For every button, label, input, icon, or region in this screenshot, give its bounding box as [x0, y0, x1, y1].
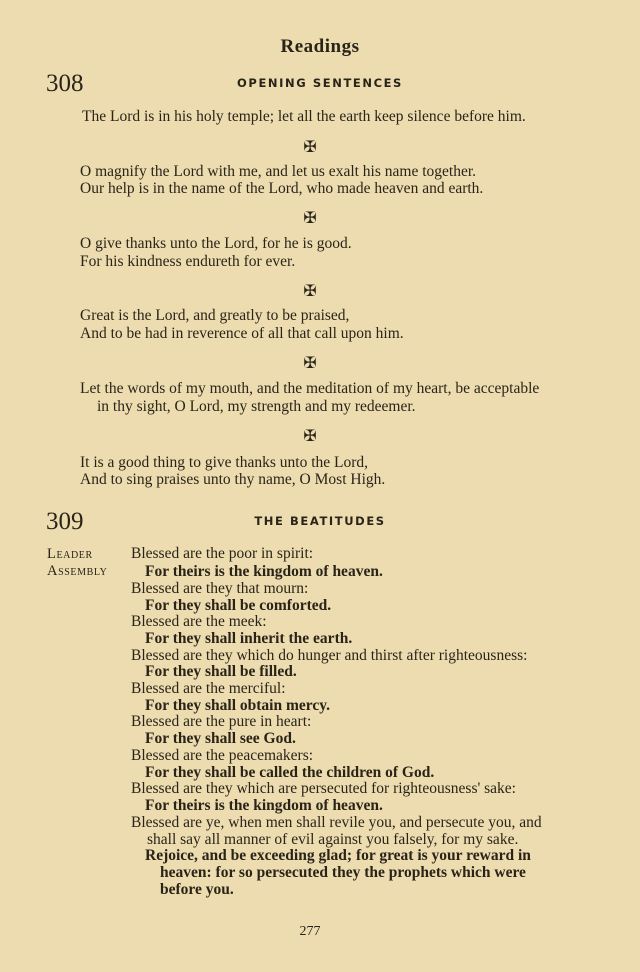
assembly-line: For they shall be filled.	[145, 663, 297, 680]
assembly-line: Rejoice, and be exceeding glad; for great is your reward in	[145, 847, 531, 864]
reading-line: It is a good thing to give thanks unto the Lord,	[80, 454, 369, 471]
reading-line: O magnify the Lord with me, and let us exalt his name together.	[80, 163, 477, 180]
assembly-line: heaven: for so persecuted they the prophets which were	[160, 864, 526, 881]
reading-title-308: OPENING SENTENCES	[237, 76, 403, 90]
reading-title-309: THE BEATITUDES	[254, 514, 386, 528]
leader-line: Blessed are they which do hunger and thirst after righteousness:	[131, 647, 528, 664]
cross-separator: ✠	[303, 137, 317, 156]
assembly-line: For theirs is the kingdom of heaven.	[145, 563, 383, 580]
leader-line: Blessed are the poor in spirit:	[131, 545, 314, 562]
assembly-line: For they shall inherit the earth.	[145, 630, 353, 647]
assembly-line: For theirs is the kingdom of heaven.	[145, 797, 383, 814]
role-assembly: Assembly	[47, 563, 108, 579]
reading-line: Our help is in the name of the Lord, who made heaven and earth.	[80, 180, 484, 197]
page-number: 277	[299, 924, 321, 939]
reading-line: For his kindness endureth for ever.	[80, 253, 296, 270]
leader-line: Blessed are the merciful:	[131, 680, 286, 697]
leader-line: Blessed are the peacemakers:	[131, 747, 314, 764]
assembly-line: For they shall be comforted.	[145, 597, 332, 614]
reading-line: Let the words of my mouth, and the meditation of my heart, be acceptable	[80, 380, 540, 397]
reading-line: in thy sight, O Lord, my strength and my redeemer.	[97, 398, 416, 415]
assembly-line: For they shall see God.	[145, 730, 296, 747]
running-head: Readings	[280, 36, 360, 57]
leader-line: shall say all manner of evil against you falsely, for my sake.	[147, 831, 519, 848]
assembly-line: For they shall be called the children of God.	[145, 764, 435, 781]
cross-separator: ✠	[303, 281, 317, 300]
reading-line: The Lord is in his holy temple; let all the earth keep silence before him.	[82, 108, 526, 125]
reading-line: And to sing praises unto thy name, O Most High.	[80, 471, 386, 488]
role-leader: Leader	[47, 546, 93, 562]
cross-separator: ✠	[303, 426, 317, 445]
reading-number-308: 308	[46, 70, 84, 97]
assembly-line: before you.	[160, 881, 234, 898]
leader-line: Blessed are they which are persecuted for righteousness' sake:	[131, 780, 516, 797]
leader-line: Blessed are the pure in heart:	[131, 713, 312, 730]
reading-number-309: 309	[46, 508, 84, 535]
leader-line: Blessed are the meek:	[131, 613, 267, 630]
cross-separator: ✠	[303, 353, 317, 372]
leader-line: Blessed are ye, when men shall revile you, and persecute you, and	[131, 814, 542, 831]
reading-line: And to be had in reverence of all that call upon him.	[80, 325, 404, 342]
reading-line: O give thanks unto the Lord, for he is good.	[80, 235, 352, 252]
reading-line: Great is the Lord, and greatly to be praised,	[80, 307, 350, 324]
cross-separator: ✠	[303, 208, 317, 227]
assembly-line: For they shall obtain mercy.	[145, 697, 330, 714]
leader-line: Blessed are they that mourn:	[131, 580, 309, 597]
